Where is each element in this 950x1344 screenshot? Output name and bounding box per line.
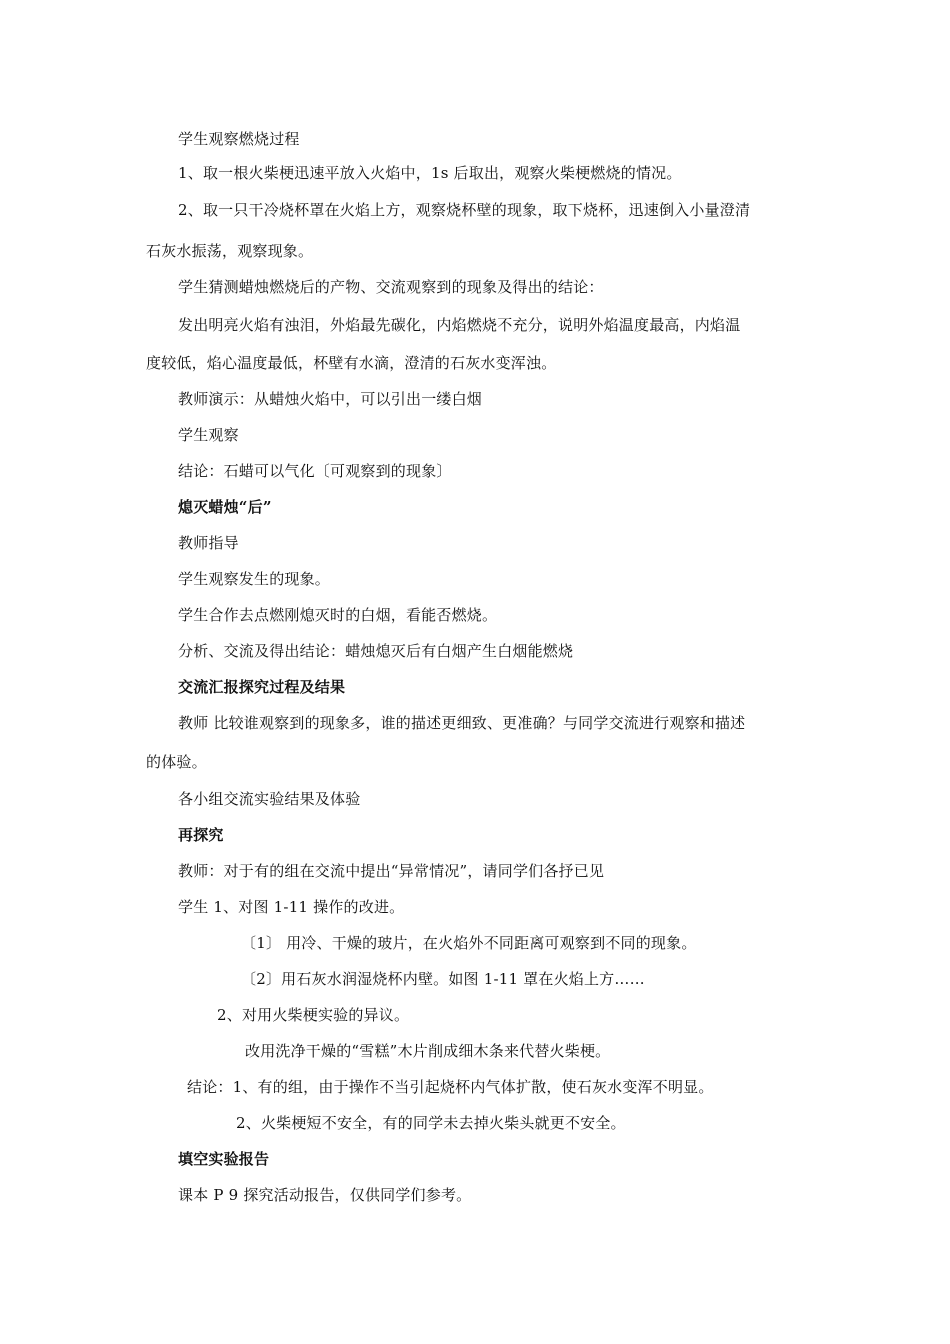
paragraph: 学生 1、对图 1-11 操作的改进。	[178, 898, 405, 916]
paragraph: 教师演示：从蜡烛火焰中，可以引出一缕白烟	[178, 390, 483, 408]
paragraph: 结论：石蜡可以气化〔可观察到的现象〕	[178, 462, 452, 480]
paragraph: 2、取一只干冷烧杯罩在火焰上方，观察烧杯壁的现象，取下烧杯，迅速倒入小量澄清	[178, 201, 751, 219]
paragraph: 教师指导	[178, 534, 239, 552]
paragraph: 学生观察	[178, 426, 239, 444]
paragraph: 〔1〕 用冷、干燥的玻片，在火焰外不同距离可观察到不同的现象。	[241, 934, 697, 952]
paragraph: 教师：对于有的组在交流中提出“异常情况”，请同学们各抒已见	[178, 862, 605, 880]
section-heading: 交流汇报探究过程及结果	[178, 678, 346, 696]
paragraph: 石灰水振荡，观察现象。	[146, 242, 314, 260]
paragraph: 学生合作去点燃刚熄灭时的白烟，看能否燃烧。	[178, 606, 498, 624]
section-heading: 熄灭蜡烛“后”	[178, 498, 272, 516]
paragraph: 1、取一根火柴梗迅速平放入火焰中，1s 后取出，观察火柴梗燃烧的情况。	[178, 164, 682, 182]
paragraph: 学生猜测蜡烛燃烧后的产物、交流观察到的现象及得出的结论：	[178, 278, 604, 296]
paragraph: 〔2〕用石灰水润湿烧杯内壁。如图 1-11 罩在火焰上方……	[241, 970, 645, 988]
section-heading: 填空实验报告	[178, 1150, 270, 1168]
paragraph: 结论：1、有的组，由于操作不当引起烧杯内气体扩散，使石灰水变浑不明显。	[187, 1078, 714, 1096]
paragraph: 的体验。	[146, 753, 207, 771]
paragraph: 各小组交流实验结果及体验	[178, 790, 361, 808]
paragraph: 教师 比较谁观察到的现象多，谁的描述更细致、更准确？与同学交流进行观察和描述	[178, 714, 746, 732]
paragraph: 分析、交流及得出结论：蜡烛熄灭后有白烟产生白烟能燃烧	[178, 642, 574, 660]
paragraph: 度较低，焰心温度最低，杯壁有水滴，澄清的石灰水变浑浊。	[146, 354, 557, 372]
paragraph: 学生观察发生的现象。	[178, 570, 331, 588]
paragraph: 2、对用火柴梗实验的异议。	[217, 1006, 410, 1024]
paragraph: 学生观察燃烧过程	[178, 130, 300, 148]
paragraph: 2、火柴梗短不安全，有的同学未去掉火柴头就更不安全。	[236, 1114, 626, 1132]
paragraph: 发出明亮火焰有浊泪，外焰最先碳化，内焰燃烧不充分，说明外焰温度最高，内焰温	[178, 316, 741, 334]
section-heading: 再探究	[178, 826, 224, 844]
paragraph: 课本 P 9 探究活动报告，仅供同学们参考。	[178, 1186, 472, 1204]
paragraph: 改用洗净干燥的“雪糕”木片削成细木条来代替火柴梗。	[245, 1042, 611, 1060]
